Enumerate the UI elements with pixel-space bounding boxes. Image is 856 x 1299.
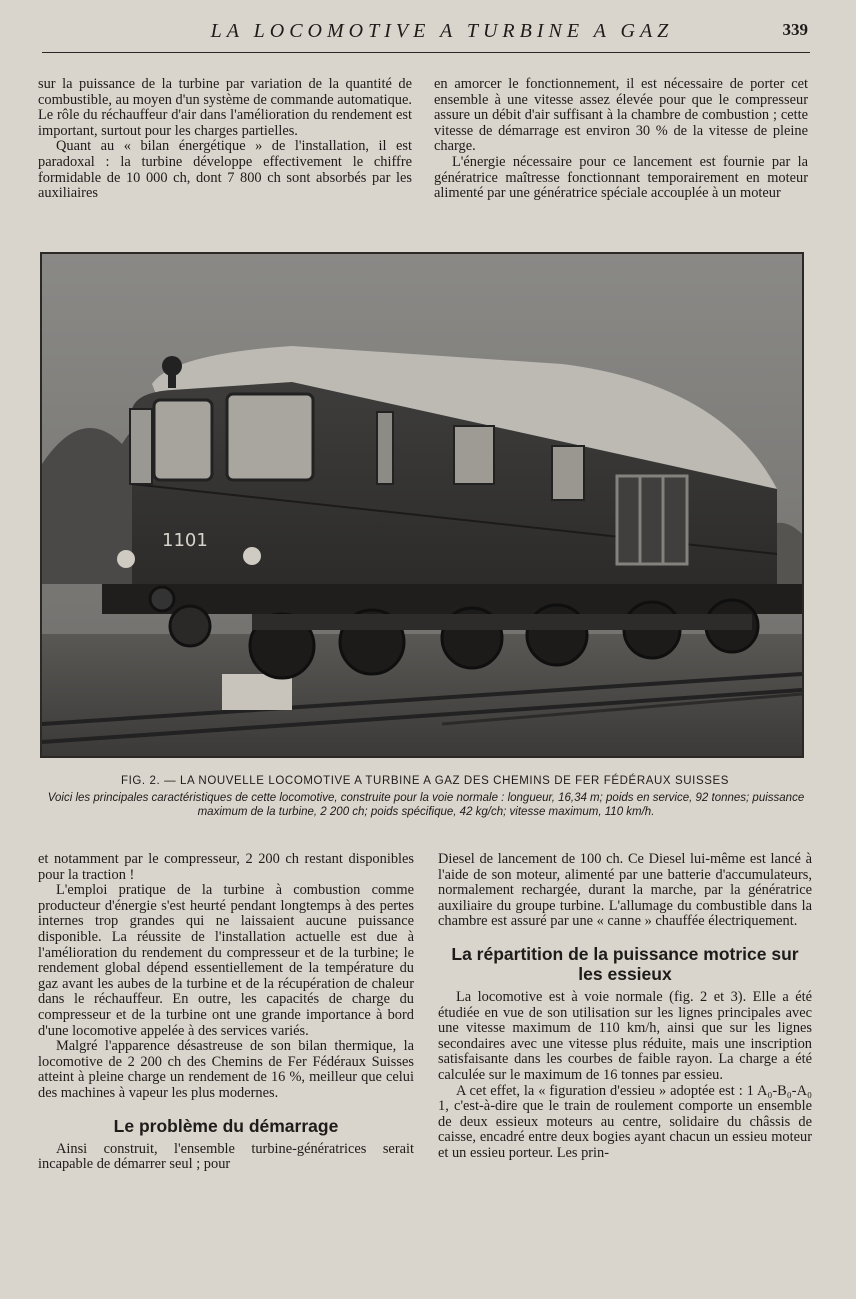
page-header xyxy=(42,18,810,53)
paragraph: sur la puissance de la turbine par variation de la quantité de combustible, au moyen d'un système de commande automatique. Le rôle du réchauffeur d'air dans l'amélioration du rendement est important, surtout pour les charges partielles. xyxy=(38,77,412,139)
paragraph: en amorcer le fonctionnement, il est nécessaire de porter cet ensemble à une vitesse assez élevée pour que le compresseur assure un débit d'air suffisant à la chambre de combustion ; cette vitesse de démarrage est environ 30 % de la vitesse de pleine charge. xyxy=(434,77,808,155)
figure-caption-title: FIG. 2. — LA NOUVELLE LOCOMOTIVE A TURBINE A GAZ DES CHEMINS DE FER FÉDÉRAUX SUISSES xyxy=(120,775,730,787)
bottom-right-column xyxy=(438,852,812,1262)
paragraph: A cet effet, la « figuration d'essieu » adoptée est : 1 A₀-B₀-A₀ 1, c'est-à-dire que le train de roulement comporte un ensemble de deux essieux moteurs au centre, solidaire du châssis de caisse, encadré entre deux bogies ayant chacun un essieu moteur et un essieu porteur. Les prin- xyxy=(438,1082,812,1161)
top-left-column xyxy=(38,77,412,235)
paragraph: Diesel de lancement de 100 ch. Ce Diesel lui-même est lancé à l'aide de son moteur, alimenté par une batterie d'accumulateurs, normalement rechargée, durant la marche, par la génératrice auxiliaire du groupe turbine. L'allumage du combustible dans la chambre est assuré par une « canne » chauffée électriquement. xyxy=(438,852,812,930)
paragraph: Malgré l'apparence désastreuse de son bilan thermique, la locomotive de 2 200 ch des Chemins de Fer Fédéraux Suisses atteint à pleine charge un rendement de 16 %, meilleur que celui des machines à vapeur les plus modernes. xyxy=(38,1038,414,1101)
locomotive-number: 1101 xyxy=(162,530,208,551)
top-right-column xyxy=(434,77,808,235)
paragraph: et notamment par le compresseur, 2 200 ch restant disponibles pour la traction ! xyxy=(38,852,414,883)
section-heading-repartition: La répartition de la puissance motrice sur les essieux xyxy=(451,943,799,984)
paragraph: La locomotive est à voie normale (fig. 2 et 3). Elle a été étudiée en vue de son utilisation sur les lignes principales avec une vitesse maximum de 110 km/h, ainsi que sur les lignes secondaires avec une vitesse plus réduite, mais une inscription satisfaisante dans les courbes de faible rayon. La charge a été calculée sur le maximum de 16 tonnes par essieu. xyxy=(438,988,812,1083)
locomotive-photo xyxy=(40,252,804,758)
paragraph: Ainsi construit, l'ensemble turbine-génératrices serait incapable de démarrer seul ; pour xyxy=(38,1140,414,1173)
figure-caption-body: Voici les principales caractéristiques de cette locomotive, construite pour la voie normale : longueur, 16,34 m; poids en service, 92 tonnes; puissance maximum de la turbine, 2 200 ch; poids spécifique, 42 kg/ch; vitesse maximum, 110 km/h. xyxy=(47,792,805,818)
paragraph: L'énergie nécessaire pour ce lancement est fournie par la génératrice maîtresse fonctionnant temporairement en moteur alimenté par une génératrice spéciale accouplée à un moteur xyxy=(434,153,808,202)
running-title: LA LOCOMOTIVE A TURBINE A GAZ xyxy=(210,20,674,42)
section-heading-demarrage: Le problème du démarrage xyxy=(113,1115,339,1136)
paragraph: Quant au « bilan énergétique » de l'installation, il est paradoxal : la turbine développe effectivement le chiffre formidable de 10 000 ch, dont 7 800 ch sont absorbés par les auxiliaires xyxy=(38,138,412,202)
page-number: 339 xyxy=(782,20,808,39)
bottom-left-column xyxy=(38,852,414,1262)
paragraph: L'emploi pratique de la turbine à combustion comme producteur d'énergie s'est heurté pendant longtemps à des pertes internes trop grandes qui ne laissaient aucune puissance disponible. La réussite de l'installation actuelle est due à l'amélioration du rendement du compresseur et de la turbine; le rendement global dépend essentiellement de la température du gaz avant les aubes de la turbine et de la récupération de chaleur dans le réchauffeur. En outre, les capacités de charge du compresseur et de la turbine ont une grande importance à bord d'une locomotive appelée à des services variés. xyxy=(38,882,414,1039)
locomotive-illustration xyxy=(42,254,802,756)
